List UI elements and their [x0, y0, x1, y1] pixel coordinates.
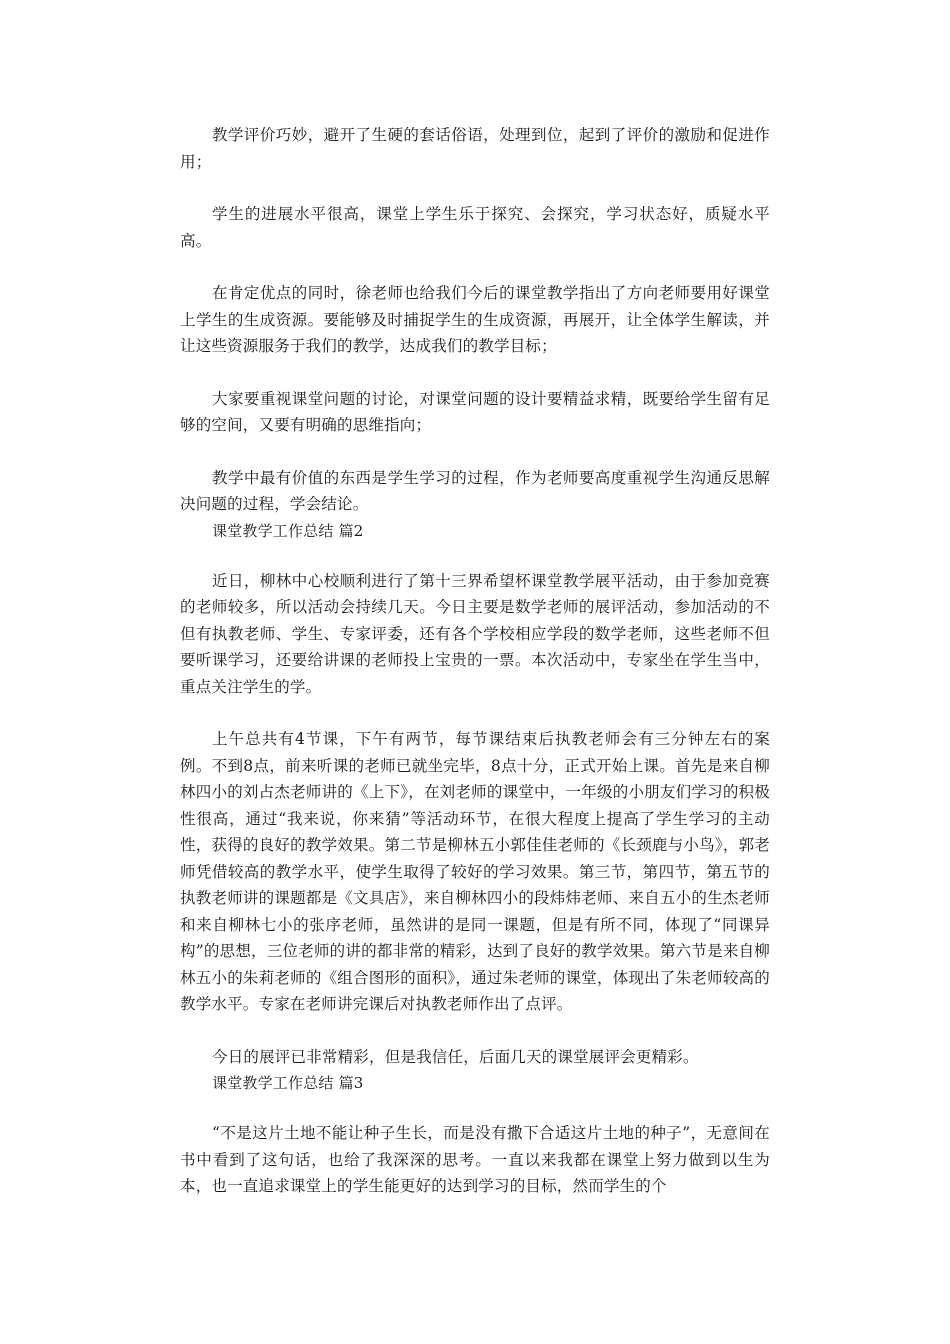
paragraph-seed-quote: “不是这片土地不能让种子生长，而是没有撒下合适这片土地的种子”，无意间在书中看到了这句话，也给了我深深的思考。一直以来我都在课堂上努力做到以生为本，也一直追求课堂上的学生能更好的达到学习的目标，然而学生的个 [180, 1124, 770, 1195]
paragraph-recent-activity: 近日，柳林中心校顺利进行了第十三界希望杯课堂教学展平活动，由于参加竞赛的老师较多，所以活动会持续几天。今日主要是数学老师的展评活动，参加活动的不但有执教老师、学生、专家评委，还有各个学校相应学段的数学老师，这些老师不但要听课学习，还要给讲课的老师投上宝贵的一票。本次活动中，专家坐在学生当中，重点关注学生的学。 [180, 571, 770, 696]
paragraph-today-review: 今日的展评已非常精彩，但是我信任，后面几天的课堂展评会更精彩。 [212, 1047, 699, 1066]
document-page [180, 122, 770, 1200]
section-heading-2: 课堂教学工作总结 篇2 [212, 521, 364, 540]
paragraph-direction: 在肯定优点的同时，徐老师也给我们今后的课堂教学指出了方向老师要用好课堂上学生的生成资源。要能够及时捕捉学生的生成资源，再展开，让全体学生解读，并让这些资源服务于我们的教学，达成我们的教学目标； [180, 284, 770, 355]
section-heading-3: 课堂教学工作总结 篇3 [212, 1074, 364, 1092]
paragraph-morning-lessons: 上午总共有4节课，下午有两节，每节课结束后执教老师会有三分钟左右的案例。不到8点，前来听课的老师已就坐完毕，8点十分，正式开始上课。首先是来自柳林四小的刘占杰老师讲的《上下》，在刘老师的课堂中，一年级的小朋友们学习的积极性很高，通过“我来说，你来猜”等活动环节，在很大程度上提高了学生学习的主动性，获得的良好的教学效果。第二节是柳林五小郭佳佳老师的《长颈鹿与小鸟》，郭老师凭借较高的教学水平，使学生取得了较好的学习效果。第三节，第四节，第五节的执教老师讲的课题都是《文具店》，来自柳林四小的段炜炜老师、来自五小的生杰老师和来自柳林七小的张序老师，虽然讲的是同一课题，但是有所不同，体现了“同课异构”的思想，三位老师的讲的都非常的精彩，达到了良好的教学效果。第六节是来自柳林五小的朱莉老师的《组合图形的面积》，通过朱老师的课堂，体现出了朱老师较高的教学水平。专家在老师讲完课后对执教老师作出了点评。 [180, 730, 770, 1013]
paragraph-student-level: 学生的进展水平很高，课堂上学生乐于探究、会探究，学习状态好，质疑水平高。 [180, 205, 770, 250]
paragraph-evaluation: 教学评价巧妙，避开了生硬的套话俗语，处理到位，起到了评价的激励和促进作用； [180, 126, 770, 171]
paragraph-learning-process: 教学中最有价值的东西是学生学习的过程，作为老师要高度重视学生沟通反思解决问题的过程，学会结论。 [180, 468, 770, 513]
paragraph-discussion: 大家要重视课堂问题的讨论，对课堂问题的设计要精益求精，既要给学生留有足够的空间，又要有明确的思维指向； [180, 389, 770, 434]
